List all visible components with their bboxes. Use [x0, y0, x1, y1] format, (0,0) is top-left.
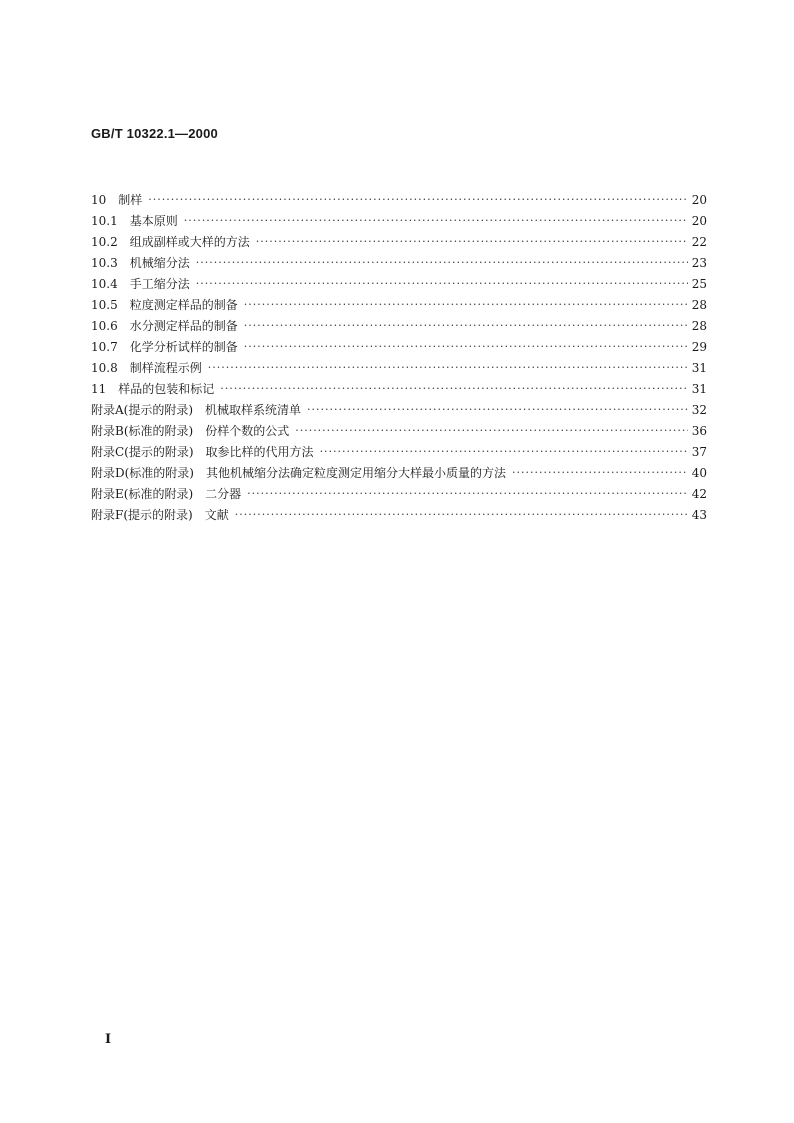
toc-entry-number: 10.4 [91, 277, 118, 291]
toc-entry-page: 40 [691, 466, 707, 480]
toc-entry-page: 20 [691, 214, 707, 228]
toc-entry-title: 制样 [118, 193, 143, 207]
toc-entry-title: 其他机械缩分法确定粒度测定用缩分大样最小质量的方法 [206, 466, 507, 480]
toc-entry-number: 附录C(提示的附录) [91, 445, 194, 459]
toc-entry-page: 23 [691, 256, 707, 270]
toc-entry-title: 组成副样或大样的方法 [129, 235, 250, 249]
toc-entry-page: 28 [691, 298, 707, 312]
toc-leader-dots [256, 233, 688, 251]
toc-entry-number: 附录F(提示的附录) [91, 508, 193, 522]
toc-entry-number: 附录A(提示的附录) [91, 403, 194, 417]
toc-entry-number: 10 [91, 193, 107, 207]
toc-entry-page: 31 [691, 382, 707, 396]
toc-entry-page: 42 [691, 487, 707, 501]
toc-entry-title: 粒度测定样品的制备 [129, 298, 238, 312]
toc-entry-number: 10.2 [91, 235, 118, 249]
toc-entry[interactable] [91, 293, 707, 314]
toc-entry-number: 10.7 [91, 340, 118, 354]
toc-entry-number: 10.8 [91, 361, 118, 375]
toc-entry[interactable] [91, 482, 707, 503]
toc-leader-dots [196, 275, 688, 293]
toc-entry-title: 手工缩分法 [129, 277, 190, 291]
toc-entry-page: 20 [691, 193, 707, 207]
toc-entry-number: 10.1 [91, 214, 118, 228]
toc-entry-page: 28 [691, 319, 707, 333]
toc-entry[interactable] [91, 461, 707, 482]
toc-entry-page: 31 [691, 361, 707, 375]
toc-leader-dots [512, 464, 688, 482]
toc-entry-title: 取参比样的代用方法 [205, 445, 314, 459]
toc-leader-dots [244, 338, 688, 356]
toc-entry[interactable] [91, 503, 707, 524]
toc-entry-title: 水分测定样品的制备 [129, 319, 238, 333]
toc-entry-number: 10.5 [91, 298, 118, 312]
toc-entry-page: 43 [691, 508, 707, 522]
toc-entry[interactable] [91, 188, 707, 209]
toc-leader-dots [247, 485, 688, 503]
toc-entry-page: 22 [691, 235, 707, 249]
toc-entry-page: 36 [691, 424, 707, 438]
toc-leader-dots [235, 506, 688, 524]
toc-entry-number: 附录D(标准的附录) [91, 466, 194, 480]
toc-entry-page: 25 [691, 277, 707, 291]
toc-entry-title: 化学分析试样的制备 [129, 340, 238, 354]
toc-entry-number: 附录E(标准的附录) [91, 487, 194, 501]
toc-entry-title: 样品的包装和标记 [118, 382, 215, 396]
toc-entry-number: 11 [91, 382, 107, 396]
toc-leader-dots [295, 422, 688, 440]
toc-leader-dots [196, 254, 688, 272]
toc-leader-dots [208, 359, 688, 377]
toc-leader-dots [148, 191, 687, 209]
page-number: I [105, 1032, 112, 1047]
toc-entry-title: 基本原则 [129, 214, 178, 228]
toc-entry-title: 制样流程示例 [129, 361, 202, 375]
toc-entry[interactable] [91, 230, 707, 251]
toc-entry[interactable] [91, 209, 707, 230]
toc-entry-page: 32 [691, 403, 707, 417]
toc-entry[interactable] [91, 314, 707, 335]
toc-entry-page: 37 [691, 445, 707, 459]
toc-entry[interactable] [91, 272, 707, 293]
toc-leader-dots [320, 443, 688, 461]
toc-entry-title: 机械取样系统清单 [205, 403, 302, 417]
toc-leader-dots [244, 317, 688, 335]
toc-entry[interactable] [91, 356, 707, 377]
toc-leader-dots [307, 401, 688, 419]
document-code: GB/T 10322.1—2000 [91, 126, 218, 141]
toc-entry-title: 文献 [204, 508, 229, 522]
toc-entry-number: 附录B(标准的附录) [91, 424, 194, 438]
toc-entry[interactable] [91, 398, 707, 419]
toc-entry-number: 10.3 [91, 256, 118, 270]
toc-entry[interactable] [91, 440, 707, 461]
toc-leader-dots [244, 296, 688, 314]
toc-entry-title: 份样个数的公式 [205, 424, 290, 438]
toc-entry-title: 机械缩分法 [129, 256, 190, 270]
toc-entry[interactable] [91, 377, 707, 398]
toc-entry-page: 29 [691, 340, 707, 354]
toc-entry[interactable] [91, 335, 707, 356]
toc-entry[interactable] [91, 251, 707, 272]
toc-leader-dots [220, 380, 687, 398]
toc-leader-dots [184, 212, 688, 230]
toc-entry[interactable] [91, 419, 707, 440]
table-of-contents [91, 188, 707, 524]
toc-entry-title: 二分器 [205, 487, 242, 501]
toc-entry-number: 10.6 [91, 319, 118, 333]
